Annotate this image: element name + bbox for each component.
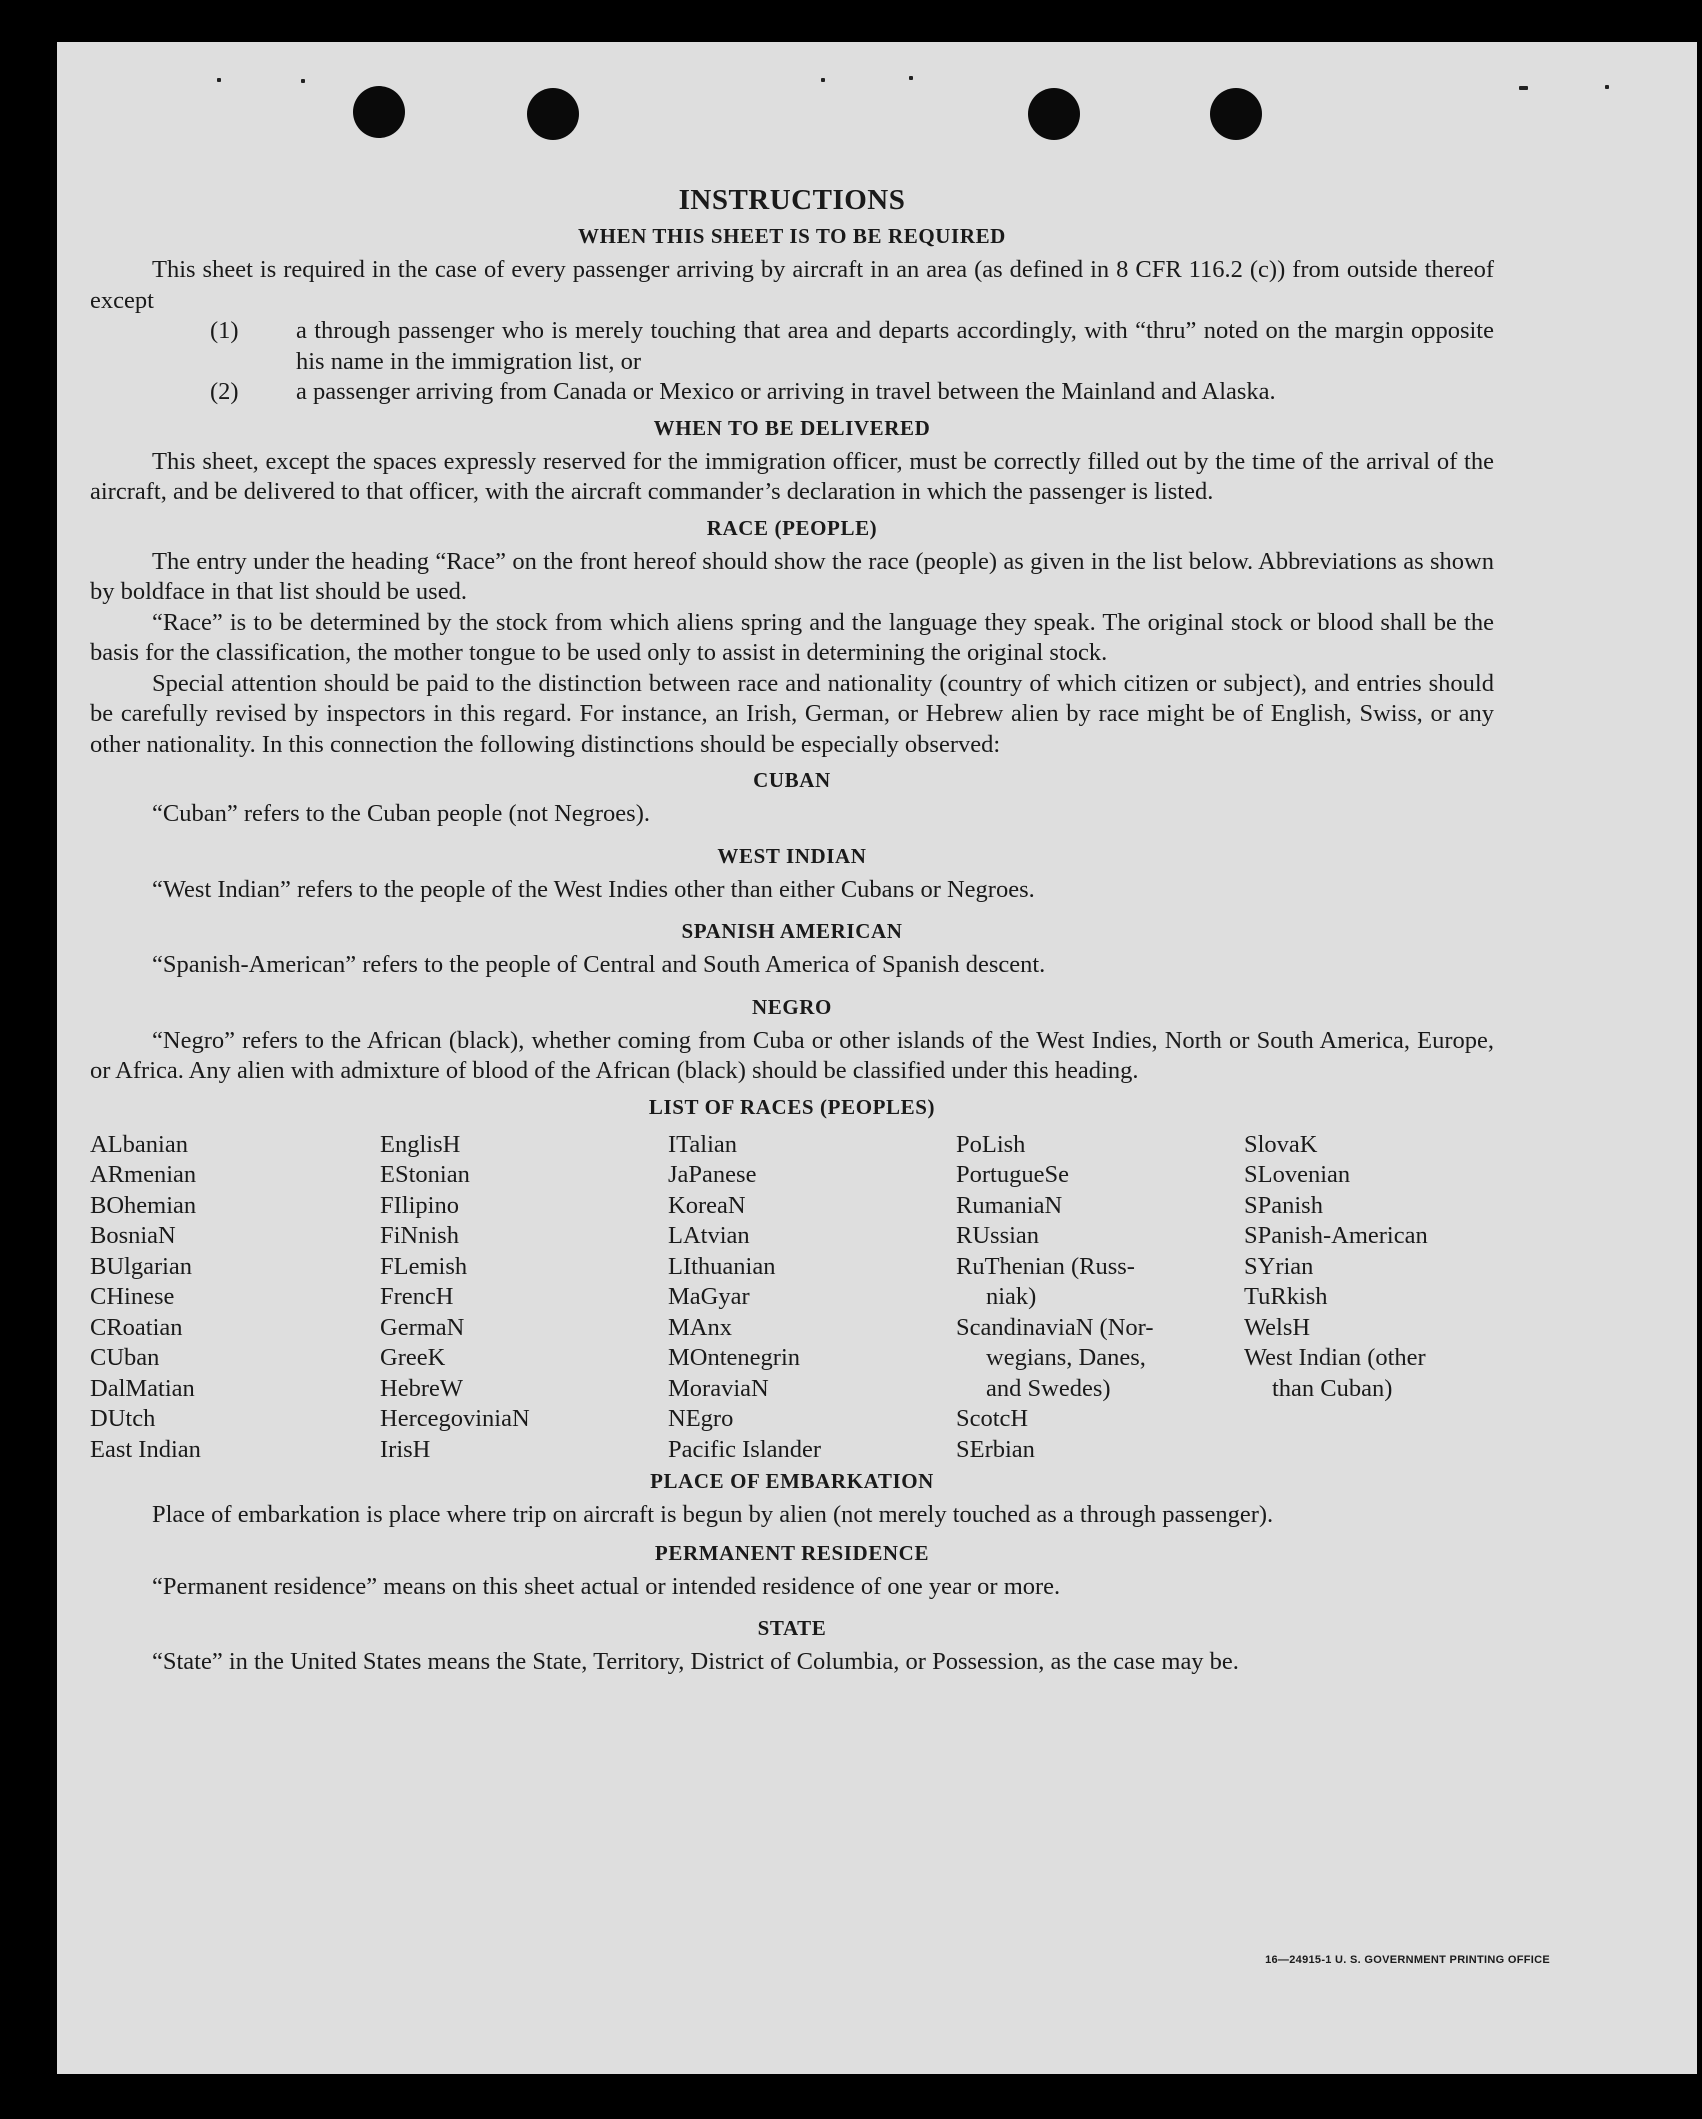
negro-text: “Negro” refers to the African (black), whether coming from Cuba or other islands of the West Indies, North or South America, Europe, or Africa. Any alien with admixture of blood of the African (black) should be classified under this heading.: [90, 1026, 1494, 1084]
race-entry: EStonian: [380, 1161, 470, 1188]
race-entry: ScotcH: [956, 1405, 1029, 1432]
race-entry: SPanish: [1244, 1191, 1323, 1219]
race-entry: NEgro: [668, 1405, 734, 1432]
race-entry: TuRkish: [1244, 1283, 1328, 1310]
race-entry: PoLish: [956, 1130, 1026, 1158]
race-entry: MaGyar: [668, 1283, 750, 1310]
section-heading: LIST OF RACES (PEOPLES): [648, 1094, 936, 1119]
section-heading: NEGRO: [751, 994, 832, 1019]
race-entry: and Swedes): [986, 1374, 1111, 1402]
section-heading: PERMANENT RESIDENCE: [654, 1540, 930, 1565]
race-entry: niak): [986, 1283, 1037, 1310]
exception-item: [90, 316, 1494, 377]
item-number: (1): [210, 317, 239, 344]
race-entry: wegians, Danes,: [986, 1344, 1146, 1371]
section-heading: WEST INDIAN: [717, 843, 867, 868]
race-entry: FLemish: [380, 1252, 468, 1280]
race-entry: SPanish-American: [1244, 1222, 1428, 1249]
section-heading: SPANISH AMERICAN: [681, 919, 903, 943]
embarkation-text: Place of embarkation is place where trip on aircraft is begun by alien (not merely touched as a through passenger).: [152, 1501, 1274, 1528]
race-entry: SErbian: [956, 1435, 1035, 1463]
race-entry: CRoatian: [90, 1313, 183, 1341]
punch-hole: [1210, 88, 1262, 140]
race-paragraph: The entry under the heading “Race” on the front hereof should show the race (people) as given in the list below. Abbreviations as shown by boldface in that list should be used.: [90, 547, 1494, 605]
state-text: “State” in the United States means the State, Territory, District of Columbia, or Possession, as the case may be.: [152, 1648, 1239, 1675]
race-entry: ITalian: [668, 1130, 738, 1158]
section-heading: STATE: [757, 1616, 827, 1640]
cuban-text: “Cuban” refers to the Cuban people (not Negroes).: [152, 800, 650, 827]
page-title: INSTRUCTIONS: [678, 184, 906, 216]
section-heading: WHEN TO BE DELIVERED: [653, 415, 931, 440]
race-entry: BOhemian: [90, 1191, 197, 1219]
race-paragraph: Special attention should be paid to the distinction between race and nationality (country of which citizen or subject), and entries should be carefully revised by inspectors in this regard. For instance, an Irish, German, or Hebrew alien by race might be of English, Swiss, or any other nationality. In this connection the following distinctions should be especially observed:: [90, 669, 1494, 758]
race-entry: FiNnish: [380, 1222, 459, 1249]
instructions-content: [90, 178, 1494, 1678]
races-list: [90, 1130, 1494, 1466]
race-entry: Pacific Islander: [668, 1435, 822, 1463]
race-entry: RuThenian (Russ-: [956, 1252, 1135, 1280]
race-entry: than Cuban): [1272, 1374, 1393, 1402]
race-entry: KoreaN: [668, 1191, 746, 1219]
race-entry: LAtvian: [668, 1222, 750, 1249]
section-heading: CUBAN: [753, 768, 831, 792]
race-entry: MAnx: [668, 1313, 732, 1341]
speck: [1605, 85, 1609, 89]
race-entry: DUtch: [90, 1405, 156, 1432]
race-entry: JaPanese: [668, 1161, 757, 1188]
race-entry: West Indian (other: [1244, 1344, 1426, 1371]
race-entry: LIthuanian: [668, 1252, 776, 1280]
races-column: [1244, 1130, 1494, 1466]
race-entry: ScandinaviaN (Nor-: [956, 1313, 1154, 1341]
item-text: a through passenger who is merely touching that area and departs accordingly, with “thru” noted on the margin opposite his name in the immigration list, or: [296, 317, 1494, 375]
race-entry: SlovaK: [1244, 1130, 1318, 1158]
race-entry: East Indian: [90, 1435, 201, 1463]
race-entry: WelsH: [1244, 1313, 1311, 1341]
race-entry: RumaniaN: [956, 1191, 1063, 1219]
item-text: a passenger arriving from Canada or Mexico or arriving in travel between the Mainland and Alaska.: [296, 378, 1276, 405]
race-entry: DalMatian: [90, 1374, 195, 1402]
item-number: (2): [210, 378, 239, 405]
race-entry: HebreW: [380, 1374, 463, 1402]
race-entry: MoraviaN: [668, 1374, 769, 1402]
race-entry: GermaN: [380, 1313, 465, 1341]
race-entry: EnglisH: [380, 1130, 461, 1158]
race-entry: MOntenegrin: [668, 1344, 800, 1371]
printing-office-code: 16—24915-1 U. S. GOVERNMENT PRINTING OFFICE: [1265, 1954, 1550, 1966]
races-column: [90, 1130, 380, 1466]
race-entry: CUban: [90, 1344, 160, 1371]
race-entry: FIlipino: [380, 1191, 459, 1219]
races-column: [956, 1130, 1244, 1466]
exception-item: [90, 377, 1494, 408]
race-entry: BosniaN: [90, 1222, 176, 1249]
speck: [909, 76, 913, 80]
race-entry: SYrian: [1244, 1252, 1314, 1280]
punch-hole: [527, 88, 579, 140]
races-column: [668, 1130, 956, 1466]
speck: [1519, 86, 1528, 90]
race-entry: ALbanian: [90, 1130, 188, 1158]
race-entry: ARmenian: [90, 1161, 197, 1188]
race-entry: GreeK: [380, 1344, 446, 1371]
required-intro: This sheet is required in the case of every passenger arriving by aircraft in an area (as defined in 8 CFR 116.2 (c)) from outside thereof except: [90, 256, 1494, 314]
west-indian-text: “West Indian” refers to the people of the West Indies other than either Cubans or Negroes.: [152, 875, 1035, 903]
punch-hole: [1028, 88, 1080, 140]
section-heading: RACE (PEOPLE): [706, 515, 878, 540]
races-column: [380, 1130, 668, 1466]
punch-hole: [353, 86, 405, 138]
race-entry: IrisH: [380, 1435, 431, 1463]
speck: [217, 78, 221, 82]
spanish-american-text: “Spanish-American” refers to the people of Central and South America of Spanish descent.: [152, 951, 1046, 978]
residence-text: “Permanent residence” means on this sheet actual or intended residence of one year or more.: [152, 1572, 1061, 1600]
race-entry: RUssian: [956, 1222, 1040, 1249]
race-entry: HercegoviniaN: [380, 1405, 530, 1432]
speck: [301, 79, 305, 83]
race-entry: PortugueSe: [956, 1161, 1069, 1188]
race-paragraph: “Race” is to be determined by the stock from which aliens spring and the language they speak. The original stock or blood shall be the basis for the classification, the mother tongue to be used only to assist in determining the original stock.: [90, 608, 1494, 666]
section-heading: WHEN THIS SHEET IS TO BE REQUIRED: [578, 224, 1006, 248]
race-entry: BUlgarian: [90, 1252, 193, 1280]
section-heading: PLACE OF EMBARKATION: [650, 1469, 934, 1493]
race-entry: CHinese: [90, 1283, 175, 1310]
race-entry: FrencH: [380, 1283, 454, 1310]
delivered-text: This sheet, except the spaces expressly reserved for the immigration officer, must be correctly filled out by the time of the arrival of the aircraft, and be delivered to that officer, with the aircraft commander’s declaration in which the passenger is listed.: [90, 447, 1494, 505]
speck: [821, 78, 825, 82]
race-entry: SLovenian: [1244, 1161, 1351, 1188]
